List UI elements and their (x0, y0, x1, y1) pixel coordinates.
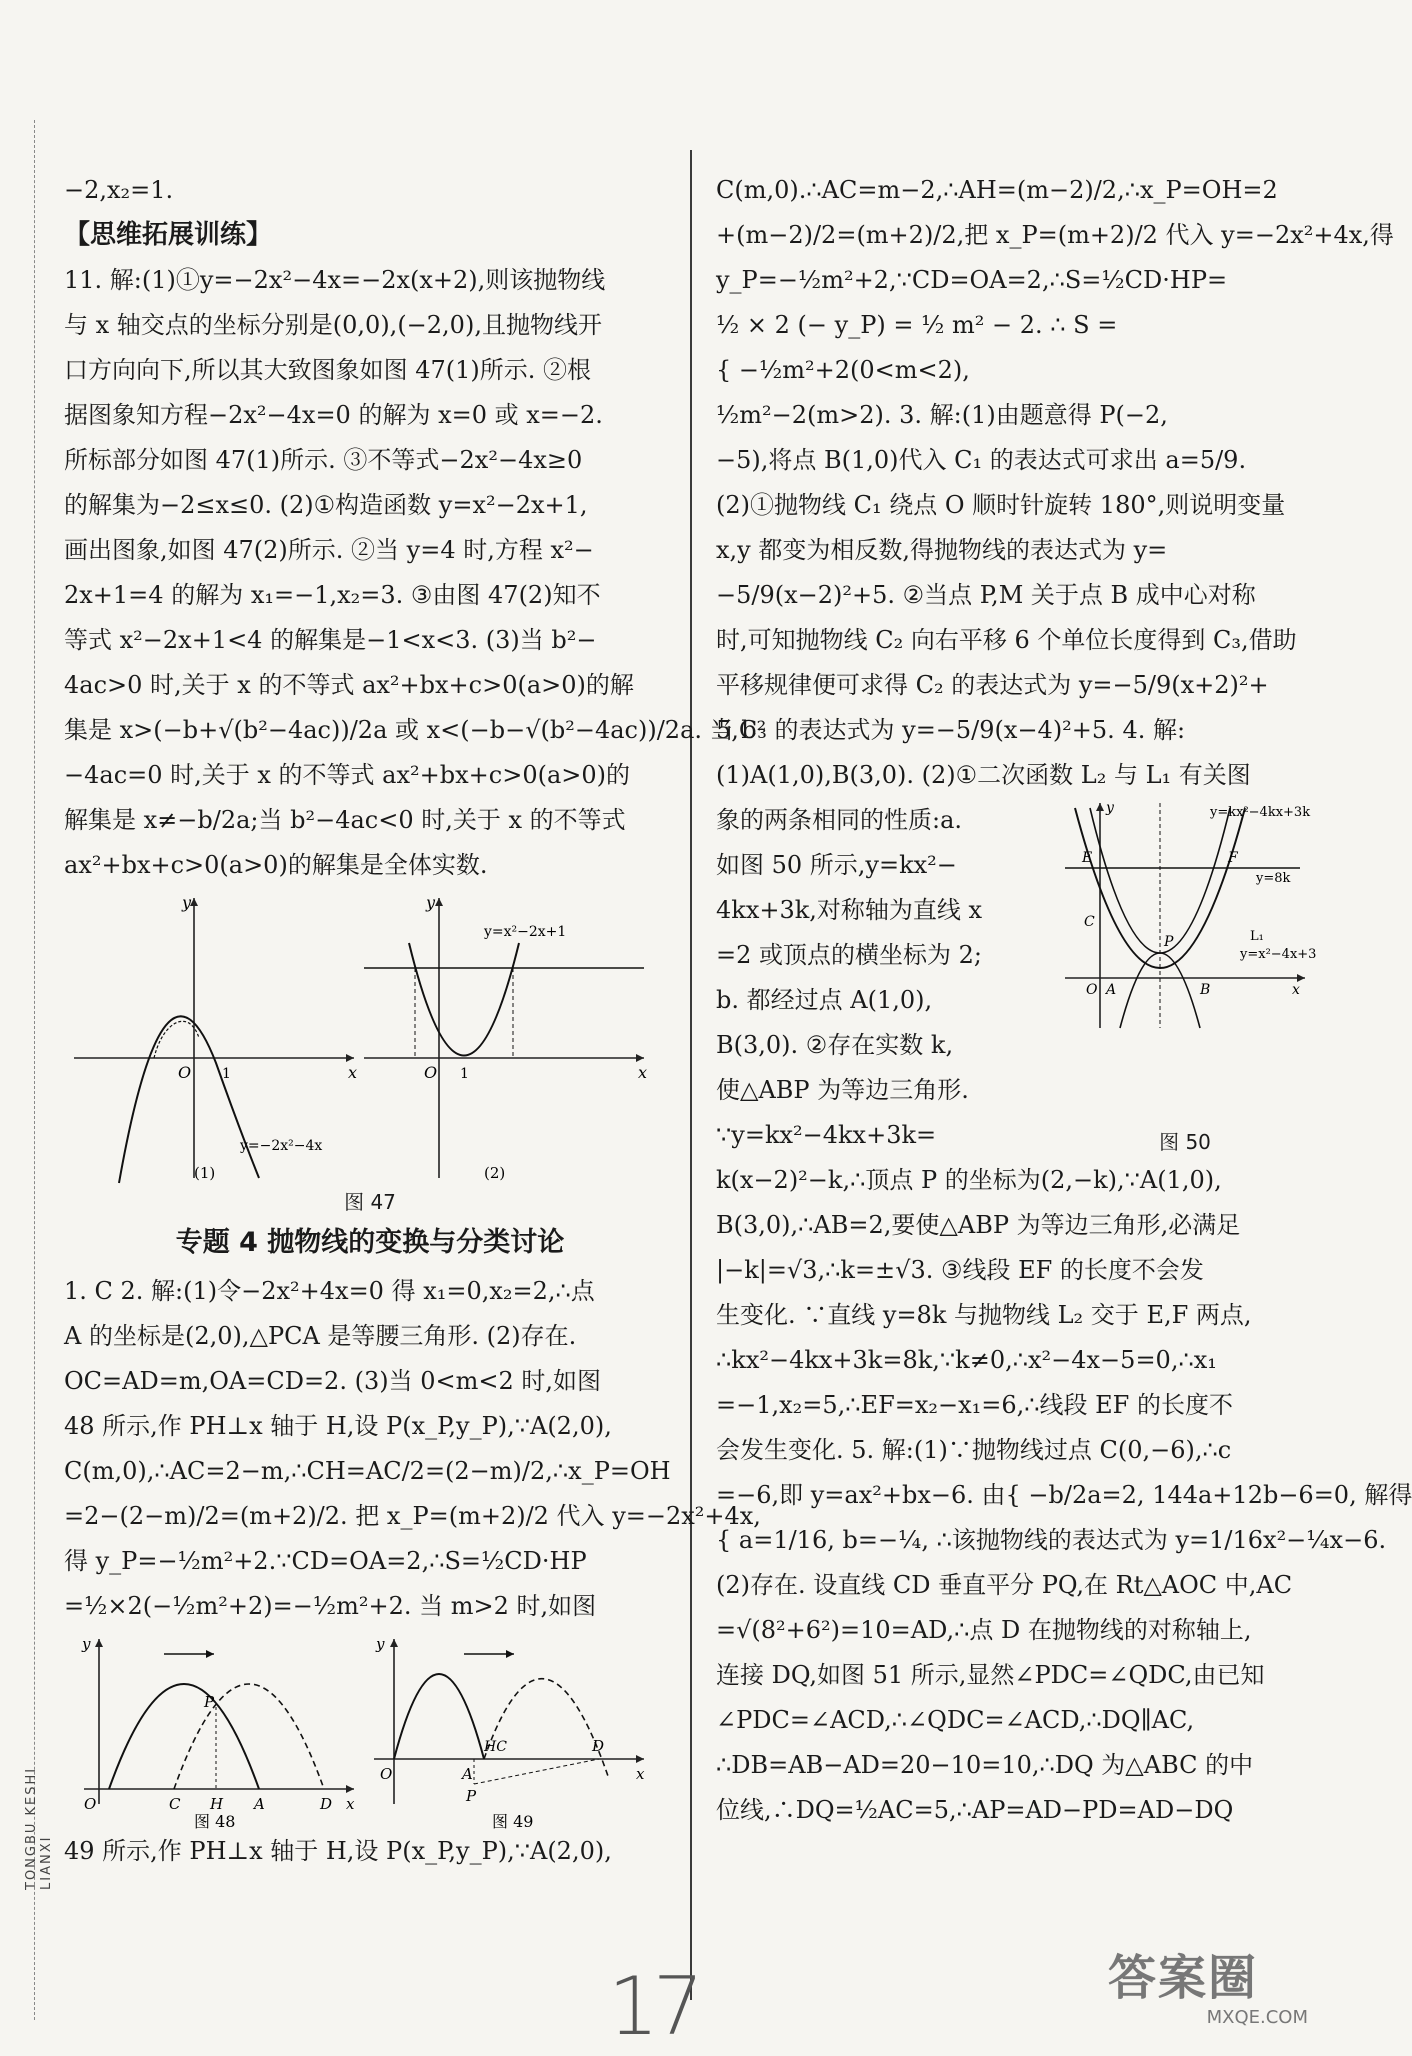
text-line: =2 或顶点的横坐标为 2; (716, 941, 982, 969)
figure-50-graph (1060, 798, 1317, 1128)
text-line: ∴DB=AB−AD=20−10=10,∴DQ 为△ABC 的中 (716, 1751, 1254, 1779)
fig47-axis-y-2: y (426, 893, 436, 912)
text-line: 与 x 轴交点的坐标分别是(0,0),(−2,0),且抛物线开 (64, 311, 602, 339)
text-line: { a=1/16, b=−¼, ∴该抛物线的表达式为 y=1/16x²−¼x−6. (716, 1526, 1387, 1554)
text-line: y_P=−½m²+2,∵CD=OA=2,∴S=½CD·HP= (716, 266, 1228, 294)
section-heading: 【思维拓展训练】 (64, 220, 273, 250)
fig47-curve2-label: y=x²−2x+1 (484, 924, 567, 940)
text-line: ax²+bx+c>0(a>0)的解集是全体实数. (64, 851, 488, 879)
fig49-label: y (376, 1635, 385, 1653)
fig50-point: A (1106, 982, 1117, 998)
figure-49-caption: 图 49 (492, 1812, 534, 1831)
text-line: B(3,0),∴AB=2,要使△ABP 为等边三角形,必满足 (716, 1211, 1241, 1239)
fig50-curve-top-label: y=kx²−4kx+3k (1210, 805, 1311, 820)
figures-48-49-graphs (64, 1629, 664, 1829)
fig49-label: D (592, 1737, 605, 1755)
fig49-label: O (380, 1765, 393, 1783)
text-line: =−6,即 y=ax²+bx−6. 由{ −b/2a=2, 144a+12b−6=0, 解得 (716, 1481, 1412, 1509)
fig47-origin-2: O (424, 1063, 438, 1082)
fig50-point: E (1082, 850, 1093, 866)
text-line: 位线,∴DQ=½AC=5,∴AP=AD−PD=AD−DQ (716, 1796, 1234, 1824)
fig50-l1-eq: y=x²−4x+3 (1240, 947, 1317, 962)
fig50-l1-label: L₁ (1250, 929, 1264, 944)
text-line: −4ac=0 时,关于 x 的不等式 ax²+bx+c>0(a>0)的 (64, 761, 631, 789)
text-line: C(m,0),∴AC=2−m,∴CH=AC/2=(2−m)/2,∴x_P=OH (64, 1457, 671, 1485)
fig49-label: HC (484, 1739, 507, 1755)
fig50-point: P (1164, 934, 1174, 950)
text-line: 的解集为−2≤x≤0. (2)①构造函数 y=x²−2x+1, (64, 491, 588, 519)
text-line: b. 都经过点 A(1,0), (716, 986, 933, 1014)
figure-47 (64, 888, 676, 1216)
fig50-point: O (1086, 982, 1098, 998)
text-line: 4ac>0 时,关于 x 的不等式 ax²+bx+c>0(a>0)的解 (64, 671, 634, 699)
text-line: 使△ABP 为等边三角形. (716, 1076, 969, 1104)
text-line: 象的两条相同的性质:a. (716, 806, 963, 834)
figure-50-caption: 图 50 (1159, 1130, 1211, 1154)
text-line: (2)①抛物线 C₁ 绕点 O 顺时针旋转 180°,则说明变量 (716, 491, 1286, 519)
text-line: 据图象知方程−2x²−4x=0 的解为 x=0 或 x=−2. (64, 401, 603, 429)
text-line: 49 所示,作 PH⊥x 轴于 H,设 P(x_P,y_P),∵A(2,0), (64, 1837, 612, 1865)
section-title: 专题 4 抛物线的变换与分类讨论 (175, 1227, 565, 1258)
fig47-curve1-label: y=−2x²−4x (240, 1138, 323, 1154)
figure-47-caption: 图 47 (344, 1190, 396, 1214)
text-line: =½×2(−½m²+2)=−½m²+2. 当 m>2 时,如图 (64, 1592, 597, 1620)
text-line: C(m,0).∴AC=m−2,∴AH=(m−2)/2,∴x_P=OH=2 (716, 176, 1278, 204)
figure-50 (1060, 798, 1317, 1156)
left-column (64, 168, 767, 1874)
fig48-label: D (320, 1795, 333, 1813)
text-line: 等式 x²−2x+1<4 的解集是−1<x<3. (3)当 b²− (64, 626, 597, 654)
text-line: 48 所示,作 PH⊥x 轴于 H,设 P(x_P,y_P),∵A(2,0), (64, 1412, 612, 1440)
text-line: (2)存在. 设直线 CD 垂直平分 PQ,在 Rt△AOC 中,AC (716, 1571, 1293, 1599)
handwritten-page-number: 17 (608, 1960, 698, 2053)
fig47-axis-x-2: x (638, 1063, 648, 1082)
text-line: 如图 50 所示,y=kx²− (716, 851, 957, 879)
text-line: 时,可知抛物线 C₂ 向右平移 6 个单位长度得到 C₃,借助 (716, 626, 1297, 654)
text-line: 解集是 x≠−b/2a;当 b²−4ac<0 时,关于 x 的不等式 (64, 806, 626, 834)
problem-4-block (716, 753, 1317, 1158)
fig47-origin-1: O (178, 1063, 192, 1082)
text-line: 平移规律便可求得 C₂ 的表达式为 y=−5/9(x+2)²+ (716, 671, 1269, 699)
text-line: 生变化. ∵直线 y=8k 与抛物线 L₂ 交于 E,F 两点, (716, 1301, 1252, 1329)
binding-margin (4, 120, 54, 2020)
text-line: =2−(2−m)/2=(m+2)/2. 把 x_P=(m+2)/2 代入 y=−2x²+4x, (64, 1502, 761, 1530)
fig47-sub2-label: (2) (484, 1164, 506, 1182)
text-line: { −½m²+2(0<m<2), (716, 356, 970, 384)
text-line: +(m−2)/2=(m+2)/2,把 x_P=(m+2)/2 代入 y=−2x²+4x,得 (716, 221, 1394, 249)
binding-text: TONGBU KESHI LIANXI (24, 1766, 54, 1890)
text-line: ∴kx²−4kx+3k=8k,∵k≠0,∴x²−4x−5=0,∴x₁ (716, 1346, 1217, 1374)
right-column (716, 168, 1412, 1833)
fig49-label: P (466, 1787, 477, 1805)
figures-48-49 (64, 1629, 676, 1829)
text-line: 集是 x>(−b+√(b²−4ac))/2a 或 x<(−b−√(b²−4ac))/2a. 当 b² (64, 716, 767, 744)
fig50-point: x (1292, 982, 1300, 998)
fig47-axis-y-1: y (182, 893, 192, 912)
text-line: 口方向向下,所以其大致图象如图 47(1)所示. ②根 (64, 356, 592, 384)
watermark-logo (1108, 1950, 1308, 2046)
text-line: 连接 DQ,如图 51 所示,显然∠PDC=∠QDC,由已知 (716, 1661, 1265, 1689)
text-line: ½ × 2 (− y_P) = ½ m² − 2. ∴ S = (716, 311, 1118, 339)
text-line: =−1,x₂=5,∴EF=x₂−x₁=6,∴线段 EF 的长度不 (716, 1391, 1233, 1419)
fig49-label: A (462, 1765, 473, 1783)
fig47-one-2: 1 (460, 1066, 469, 1082)
text-line: −5),将点 B(1,0)代入 C₁ 的表达式可求出 a=5/9. (716, 446, 1247, 474)
text-line: ½m²−2(m>2). 3. 解:(1)由题意得 P(−2, (716, 401, 1168, 429)
text-line: (1)A(1,0),B(3,0). (2)①二次函数 L₂ 与 L₁ 有关图 (716, 761, 1251, 789)
text-line: k(x−2)²−k,∴顶点 P 的坐标为(2,−k),∵A(1,0), (716, 1166, 1222, 1194)
figure-47-graph-2 (364, 893, 647, 1182)
text-line: 得 y_P=−½m²+2.∵CD=OA=2,∴S=½CD·HP (64, 1547, 587, 1575)
text-line: 11. 解:(1)①y=−2x²−4x=−2x(x+2),则该抛物线 (64, 266, 606, 294)
figure-48 (81, 1635, 355, 1813)
text-line: 1. C 2. 解:(1)令−2x²+4x=0 得 x₁=0,x₂=2,∴点 (64, 1277, 595, 1305)
text-line: −2,x₂=1. (64, 176, 174, 204)
fig49-label: x (636, 1765, 645, 1783)
figure-49 (374, 1635, 645, 1805)
fig48-label: P (204, 1693, 215, 1711)
text-line: =√(8²+6²)=10=AD,∴点 D 在抛物线的对称轴上, (716, 1616, 1252, 1644)
fig48-label: C (169, 1795, 181, 1813)
fig47-one-1: 1 (222, 1066, 231, 1082)
text-line: 所标部分如图 47(1)所示. ③不等式−2x²−4x≥0 (64, 446, 583, 474)
fig50-line-label: y=8k (1256, 871, 1291, 886)
figure-48-caption: 图 48 (194, 1812, 236, 1831)
figure-47-graph-1 (74, 893, 357, 1183)
fig48-label: A (254, 1795, 265, 1813)
text-line: OC=AD=m,OA=CD=2. (3)当 0<m<2 时,如图 (64, 1367, 601, 1395)
figure-47-graphs (64, 888, 664, 1188)
fig50-point: F (1228, 850, 1238, 866)
fig50-point: y (1106, 800, 1114, 816)
text-line: 5,C₃ 的表达式为 y=−5/9(x−4)²+5. 4. 解: (716, 716, 1186, 744)
watermark-title: 答案圈 (1108, 1950, 1259, 2006)
text-line: |−k|=√3,∴k=±√3. ③线段 EF 的长度不会发 (716, 1256, 1204, 1284)
fig47-sub1-label: (1) (194, 1164, 216, 1182)
fig48-label: O (84, 1795, 97, 1813)
text-line: x,y 都变为相反数,得抛物线的表达式为 y= (716, 536, 1168, 564)
text-line: A 的坐标是(2,0),△PCA 是等腰三角形. (2)存在. (64, 1322, 577, 1350)
text-line: 2x+1=4 的解为 x₁=−1,x₂=3. ③由图 47(2)知不 (64, 581, 601, 609)
text-line: 画出图象,如图 47(2)所示. ②当 y=4 时,方程 x²− (64, 536, 594, 564)
text-line: −5/9(x−2)²+5. ②当点 P,M 关于点 B 成中心对称 (716, 581, 1256, 609)
fig48-label: y (82, 1635, 91, 1653)
fig47-axis-x-1: x (348, 1063, 358, 1082)
text-line: ∠PDC=∠ACD,∴∠QDC=∠ACD,∴DQ∥AC, (716, 1706, 1195, 1734)
fig50-point: B (1200, 982, 1211, 998)
text-line: 4kx+3k,对称轴为直线 x (716, 896, 983, 924)
fig50-point: C (1084, 914, 1095, 930)
column-divider (690, 150, 692, 2000)
text-line: ∵y=kx²−4kx+3k= (716, 1121, 937, 1149)
text-line: B(3,0). ②存在实数 k, (716, 1031, 954, 1059)
fig48-label: x (346, 1795, 355, 1813)
fig48-label: H (210, 1795, 224, 1813)
watermark-url: MXQE.COM (1206, 2007, 1308, 2028)
text-line: 会发生变化. 5. 解:(1)∵抛物线过点 C(0,−6),∴c (716, 1436, 1232, 1464)
